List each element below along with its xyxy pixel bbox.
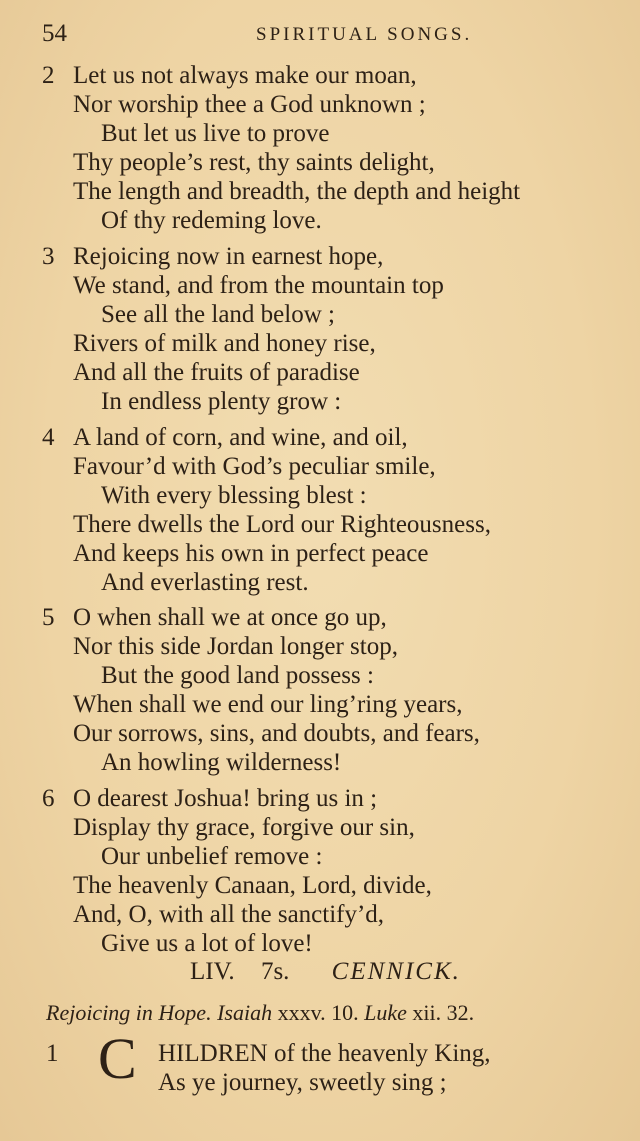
hymn-number: LIV.: [190, 958, 235, 985]
verse-line: Our unbelief remove :: [101, 843, 323, 870]
verse-line: A land of corn, and wine, and oil,: [73, 424, 408, 451]
stanza-number: 5: [42, 604, 55, 631]
subtitle-ref-isaiah: xxxv. 10.: [277, 1000, 359, 1025]
verse-line: Our sorrows, sins, and doubts, and fears,: [73, 720, 480, 747]
subtitle-book-luke: Luke: [364, 1000, 407, 1025]
running-title: SPIRITUAL SONGS.: [256, 24, 473, 45]
hymn-subtitle: [46, 1000, 474, 1026]
verse-line: But let us live to prove: [101, 120, 330, 147]
verse-line: HILDREN of the heavenly King,: [158, 1040, 491, 1067]
verse-line: Of thy redeming love.: [101, 207, 322, 234]
verse-line: The heavenly Canaan, Lord, divide,: [73, 872, 432, 899]
hymn-author: CENNICK.: [331, 958, 461, 985]
verse-line: As ye journey, sweetly sing ;: [158, 1069, 447, 1096]
verse-line: In endless plenty grow :: [101, 388, 342, 415]
verse-line: Favour’d with God’s peculiar smile,: [73, 453, 436, 480]
verse-line: But the good land possess :: [101, 662, 374, 689]
verse-line: An howling wilderness!: [101, 749, 342, 776]
verse-line: O when shall we at once go up,: [73, 604, 387, 631]
stanza-number: 3: [42, 243, 55, 270]
hymn-heading: [190, 958, 461, 986]
verse-line: We stand, and from the mountain top: [73, 272, 444, 299]
verse-line: And all the fruits of paradise: [73, 359, 360, 386]
subtitle-ref-luke: xii. 32.: [412, 1000, 475, 1025]
page-header: [42, 20, 612, 52]
subtitle-theme: Rejoicing in Hope.: [46, 1000, 212, 1025]
drop-cap: C: [98, 1026, 137, 1091]
verse-line: When shall we end our ling’ring years,: [73, 691, 463, 718]
verse-line: With every blessing blest :: [101, 482, 367, 509]
verse-line: And, O, with all the sanctify’d,: [73, 901, 385, 928]
page-number: 54: [42, 20, 67, 47]
stanza-number: 6: [42, 785, 55, 812]
verse-line: Rivers of milk and honey rise,: [73, 330, 376, 357]
verse-line: And everlasting rest.: [101, 569, 309, 596]
verse-line: There dwells the Lord our Righteousness,: [73, 511, 491, 538]
verse-line: Nor this side Jordan longer stop,: [73, 633, 398, 660]
verse-line: Give us a lot of love!: [101, 930, 313, 957]
verse-line: Rejoicing now in earnest hope,: [73, 243, 384, 270]
verse-line: See all the land below ;: [101, 301, 335, 328]
hymn-meter: 7s.: [260, 958, 290, 985]
verse-line: O dearest Joshua! bring us in ;: [73, 785, 378, 812]
verse-line: Nor worship thee a God unknown ;: [73, 91, 426, 118]
verse-line: Let us not always make our moan,: [73, 62, 417, 89]
verse-line: And keeps his own in perfect peace: [73, 540, 429, 567]
subtitle-book-isaiah: Isaiah: [217, 1000, 273, 1025]
verse-line: Display thy grace, forgive our sin,: [73, 814, 415, 841]
stanza-number: 2: [42, 62, 55, 89]
verse-line: The length and breadth, the depth and height: [73, 178, 521, 205]
stanza-number: 1: [46, 1040, 59, 1067]
stanza-number: 4: [42, 424, 55, 451]
verse-line: Thy people’s rest, thy saints delight,: [73, 149, 435, 176]
